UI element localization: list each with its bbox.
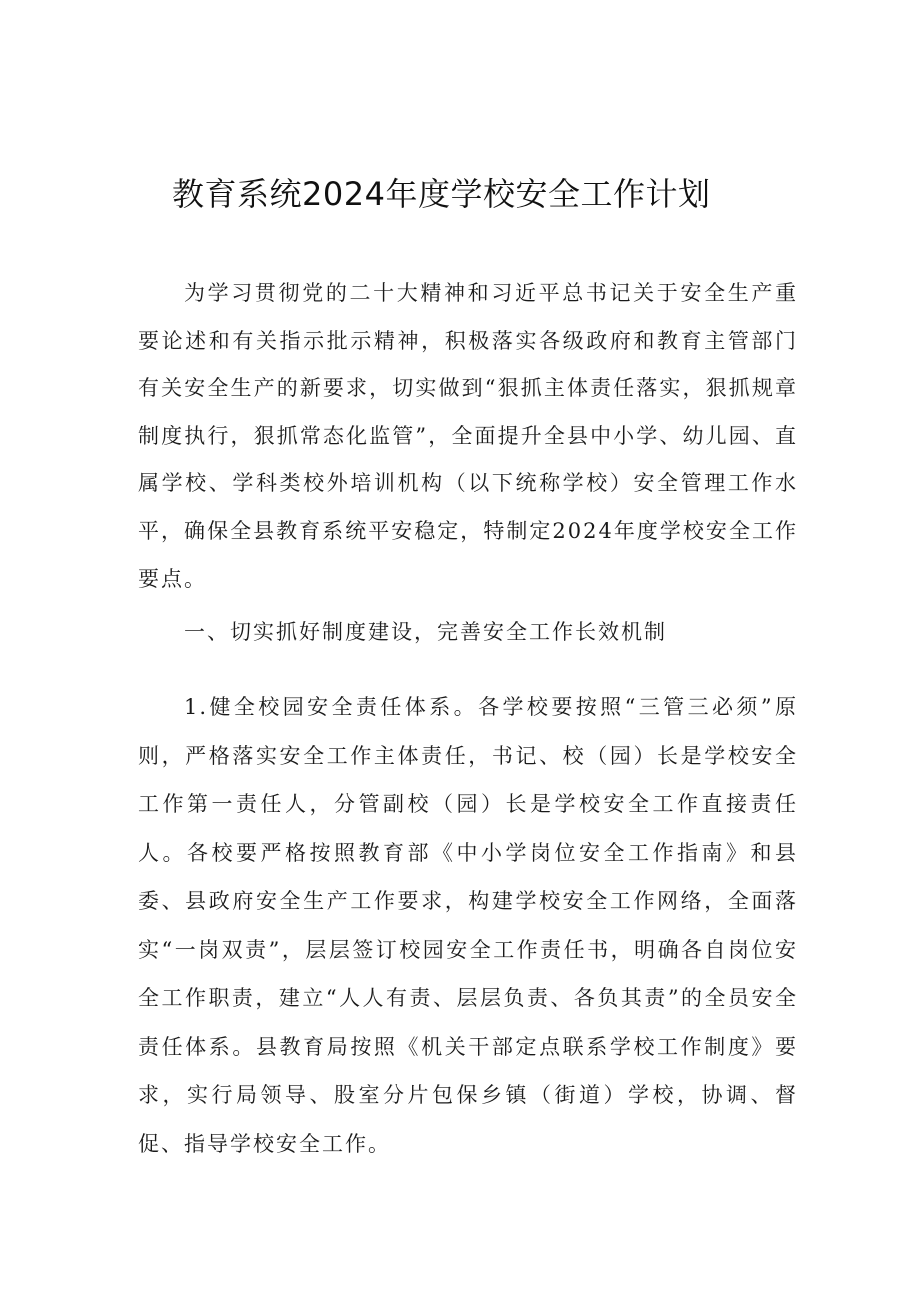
intro-paragraph: 为学习贯彻党的二十大精神和习近平总书记关于安全生产重要论述和有关指示批示精神，积极落实各级政府和教育主管部门有关安全生产的新要求，切实做到“狠抓主体责任落实，狠抓规章制度执行，狠抓常态化监管”，全面提升全县中小学、幼儿园、直属学校、学科类校外培训机构（以下统称学校）安全管理工作水平，确保全县教育系统平安稳定，特制定2024年度学校安全工作要点。 xyxy=(138,281,798,591)
document-title: 教育系统2024年度学校安全工作计划 xyxy=(172,175,711,213)
item-paragraph: 1.健全校园安全责任体系。各学校要按照“三管三必须”原则，严格落实安全工作主体责任，书记、校（园）长是学校安全工作第一责任人，分管副校（园）长是学校安全工作直接责任人。各校要严格按照教育部《中小学岗位安全工作指南》和县委、县政府安全生产工作要求，构建学校安全工作网络，全面落实“一岗双责”，层层签订校园安全工作责任书，明确各自岗位安全工作职责，建立“人人有责、层层负责、各负其责”的全员安全责任体系。县教育局按照《机关干部定点联系学校工作制度》要求，实行局领导、股室分片包保乡镇（街道）学校，协调、督促、指导学校安全工作。 xyxy=(138,695,798,1156)
section-heading: 一、切实抓好制度建设，完善安全工作长效机制 xyxy=(184,620,667,644)
